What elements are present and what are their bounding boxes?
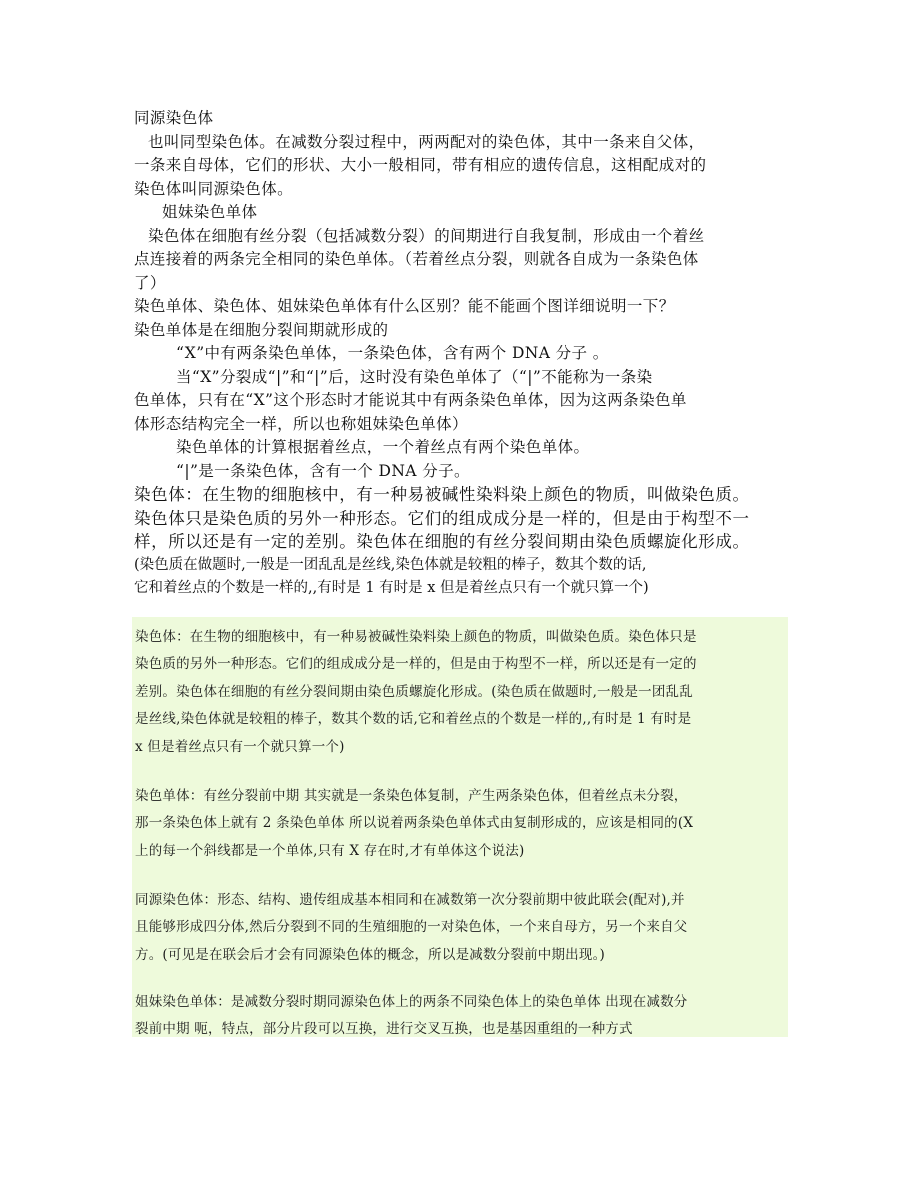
question-line: 染色单体、染色体、姐妹染色单体有什么区别？能不能画个图详细说明一下？ <box>134 297 675 315</box>
note-homologous <box>135 887 785 969</box>
text-line: 染色单体的计算根据着丝点，一个着丝点有两个染色单体。 <box>176 438 590 456</box>
note-line: 是丝线,染色体就是较粗的棒子，数其个数的话,它和着丝点的个数是一样的,,有时是 1 有时是 <box>135 711 692 728</box>
notes-highlight-box <box>132 617 788 1037</box>
text-line: 样，所以还是有一定的差别。染色体在细胞的有丝分裂间期由染色质螺旋化形成。 <box>134 532 750 551</box>
text-line: 染色体叫同源染色体。 <box>134 179 294 198</box>
note-line: 染色质的另外一种形态。它们的组成成分是一样的，但是由于构型不一样，所以还是有一定的 <box>135 656 697 673</box>
text-line: 染色单体是在细胞分裂间期就形成的 <box>134 320 389 339</box>
text-line: 当“X”分裂成“|”和“|”后，这时没有染色单体了（“|”不能称为一条染 <box>176 367 653 386</box>
note-line: 且能够形成四分体,然后分裂到不同的生殖细胞的一对染色体，一个来自母方，另一个来自父 <box>135 919 688 936</box>
text-line: 点连接着的两条完全相同的染色单体。（若着丝点分裂，则就各自成为一条染色体 <box>134 250 699 268</box>
text-line: 体形态结构完全一样，所以也称姐妹染色单体） <box>134 414 468 433</box>
heading-sister-chromatid: 姐妹染色单体 <box>162 203 258 221</box>
text-line: (染色质在做题时,一般是一团乱乱是丝线,染色体就是较粗的棒子，数其个数的话, <box>134 556 647 573</box>
text-line: 也叫同型染色体。在减数分裂过程中，两两配对的染色体，其中一条来自父体， <box>148 132 705 151</box>
note-line: 裂前中期 呃，特点，部分片段可以互换，进行交叉互换，也是基因重组的一种方式 <box>135 1021 633 1038</box>
note-line: 方。(可见是在联会后才会有同源染色体的概念，所以是减数分裂前中期出现。) <box>135 946 605 963</box>
note-chromosome <box>135 624 785 761</box>
text-line: 染色体只是染色质的另外一种形态。它们的组成成分是一样的，但是由于构型不一 <box>134 508 750 528</box>
note-line: 染色体：在生物的细胞核中，有一种易被碱性染料染上颜色的物质，叫做染色质。染色体只是 <box>135 629 697 645</box>
main-text <box>134 107 789 601</box>
text-line: 染色体在细胞有丝分裂（包括减数分裂）的间期进行自我复制，形成由一个着丝 <box>148 226 705 245</box>
text-line: “X”中有两条染色单体，一条染色体，含有两个 DNA 分子 。 <box>176 344 609 362</box>
note-line: 差别。染色体在细胞的有丝分裂间期由染色质螺旋化形成。(染色质在做题时,一般是一团乱乱 <box>135 683 693 700</box>
text-line: “|”是一条染色体，含有一个 DNA 分子。 <box>176 461 470 480</box>
note-line: 那一条染色体上就有 2 条染色单体 所以说着两条染色单体式由复制形成的，应该是相同的(X <box>135 815 694 832</box>
text-line: 染色体：在生物的细胞核中，有一种易被碱性染料染上颜色的物质，叫做染色质。 <box>134 485 750 504</box>
note-chromatid <box>135 783 785 865</box>
note-line: 同源染色体：形态、结构、遗传组成基本相同和在减数第一次分裂前期中彼此联会(配对),并 <box>135 892 685 908</box>
text-line: 了） <box>134 273 166 292</box>
text-line: 色单体，只有在“X”这个形态时才能说其中有两条染色单体，因为这两条染色单 <box>134 391 687 409</box>
note-line: 染色单体：有丝分裂前中期 其实就是一条染色体复制，产生两条染色体，但着丝点未分裂， <box>135 788 688 804</box>
note-line: 姐妹染色单体：是减数分裂时期同源染色体上的两条不同染色体上的染色单体 出现在减数分 <box>135 994 688 1010</box>
note-line: x 但是着丝点只有一个就只算一个) <box>135 738 345 755</box>
note-line: 上的每一个斜线都是一个单体,只有 X 存在时,才有单体这个说法) <box>135 842 525 859</box>
text-line: 它和着丝点的个数是一样的,,有时是 1 有时是 x 但是着丝点只有一个就只算一个) <box>134 580 649 596</box>
note-sister-chromatid <box>135 989 785 1044</box>
text-line: 一条来自母体，它们的形状、大小一般相同，带有相应的遗传信息，这相配成对的 <box>134 156 707 174</box>
heading-homologous: 同源染色体 <box>134 109 214 127</box>
